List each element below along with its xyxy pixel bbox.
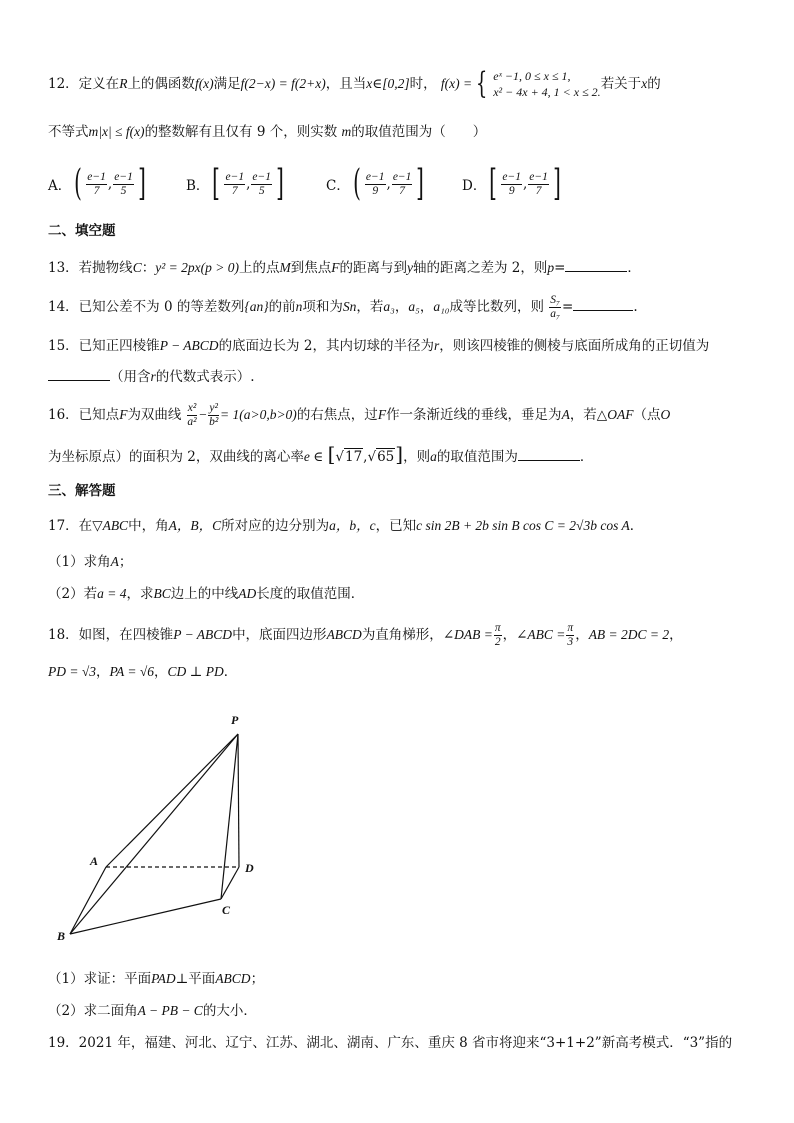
numerator: e−1 xyxy=(87,170,106,183)
q13-line xyxy=(48,257,641,278)
q12-x: x xyxy=(641,76,648,91)
q13-colon: ： xyxy=(141,260,156,276)
q13-F: F xyxy=(331,260,340,275)
q16-l2a: 为坐标原点）的面积为 2，双曲线的离心率 xyxy=(48,449,304,465)
q14-t2: 项和为 xyxy=(302,299,343,315)
q16-line2: 为坐标原点）的面积为 2，双曲线的离心率e ∈ [√17,√65]，则a的取值范围为 ． xyxy=(48,442,594,466)
numerator: π xyxy=(567,622,574,634)
q14-answer-blank[interactable] xyxy=(573,296,633,311)
q18-lead: 18．如图，在四棱锥 xyxy=(48,627,174,643)
label-A: A xyxy=(90,854,99,868)
denominator: 7 xyxy=(535,184,542,197)
q14-lead: 14．已知公差不为 0 的等差数列 xyxy=(48,299,245,315)
left-bracket: [ xyxy=(327,442,336,466)
q18-pi-half xyxy=(494,622,502,649)
q14-t3: ，若 xyxy=(356,299,384,315)
q12-l2b: 的整数解有且仅有 9 个，则实数 xyxy=(144,124,338,140)
q18-pd: PD = √3 xyxy=(48,664,97,679)
q17-p2c: 边上的中线 xyxy=(170,586,239,602)
q18-p1e: ； xyxy=(250,971,265,987)
q16-lead: 16．已知点 xyxy=(48,407,120,423)
q18-p2: （2）求二面角 xyxy=(48,1003,138,1019)
q18-PAD: PAD xyxy=(151,971,176,986)
denominator: 3 xyxy=(567,636,574,648)
q12-t3: ，且当 xyxy=(325,76,367,92)
q12-m: m xyxy=(341,124,352,139)
q18-pyramid-figure xyxy=(50,710,280,950)
q18-sep: ， xyxy=(154,664,168,680)
q13-p: p xyxy=(547,260,555,275)
q13-t1: 上的点 xyxy=(238,260,280,276)
q17-p2: （2）若 xyxy=(48,586,98,602)
q15-answer-blank[interactable] xyxy=(48,366,110,381)
q16-e-in: e ∈ xyxy=(303,449,324,464)
numerator: e−1 xyxy=(252,170,272,183)
q13-t5: = xyxy=(554,260,566,276)
numerator: y² xyxy=(209,402,218,414)
option-label: C． xyxy=(326,178,350,194)
denominator: a² xyxy=(187,416,197,428)
option-label: B． xyxy=(186,178,210,194)
q12-fx: f(x) xyxy=(194,76,214,91)
q12-domain: x∈[0,2] xyxy=(366,76,410,91)
q12-case2: x² − 4x + 4, 1 < x ≤ 2. xyxy=(493,85,601,99)
q18-cd-perp: CD ⊥ PD xyxy=(167,664,224,679)
label-D: D xyxy=(245,861,254,875)
q14-t4: 成等比数列，则 xyxy=(449,299,544,315)
denominator: b² xyxy=(209,416,219,428)
numerator: e−1 xyxy=(114,170,133,183)
q12-eq: f(2−x) = f(2+x) xyxy=(240,76,326,91)
q18-pyramid: P − ABCD xyxy=(173,627,233,642)
q17-BC: BC xyxy=(153,586,171,601)
q15-line2 xyxy=(48,366,255,387)
q12-piecewise xyxy=(441,68,601,100)
q18-p2e: 的大小． xyxy=(202,1003,257,1019)
q18-part2 xyxy=(48,1001,257,1021)
q12-t1: 上的偶函数 xyxy=(127,76,195,92)
q15-r: r xyxy=(433,338,440,353)
q18-ABCD2: ABCD xyxy=(215,971,251,986)
q17-triangle: ▽ABC xyxy=(92,518,129,533)
q17-p2b: ，求 xyxy=(126,586,154,602)
q12-t6: 的 xyxy=(647,76,661,92)
label-P: P xyxy=(231,713,239,727)
q17-p1: （1）求角 xyxy=(48,554,111,570)
q16-sqrt17: 17 xyxy=(344,449,363,465)
fraction xyxy=(528,171,549,198)
q18-perp: ⊥平面 xyxy=(175,971,216,987)
fraction xyxy=(224,171,245,198)
edge-PD xyxy=(238,734,239,867)
q16-t4: 作一条渐近线的垂线，垂足为 xyxy=(386,407,562,423)
numerator: e−1 xyxy=(502,170,521,183)
denominator: 5 xyxy=(258,184,265,197)
q13-t3: 的距离与到 xyxy=(339,260,407,276)
q12-t2: 满足 xyxy=(213,76,241,92)
numerator: e−1 xyxy=(365,170,385,183)
q18-ab: AB = 2DC = 2 xyxy=(588,627,670,642)
left-bracket: ( xyxy=(74,163,83,204)
numerator: e−1 xyxy=(392,170,412,183)
q18-line2 xyxy=(48,662,237,682)
q16-OAF: OAF xyxy=(607,407,634,422)
q12-l2c: 的取值范围为（ ） xyxy=(351,124,487,140)
q16-t6: （点 xyxy=(633,407,661,423)
q18-t2: 为直角梯形， xyxy=(361,627,443,643)
fraction xyxy=(392,171,413,198)
right-bracket: ] xyxy=(395,442,404,466)
denominator: 9 xyxy=(372,184,379,197)
q14-n: n xyxy=(295,299,303,314)
numerator: S₇ xyxy=(550,294,561,306)
q12-line1 xyxy=(48,68,661,100)
q16-l2b: ，则 xyxy=(403,449,431,465)
brace-icon: { xyxy=(475,66,488,101)
q13-M: M xyxy=(279,260,291,275)
q17-eq: c sin 2B + 2b sin B cos C = 2√3b cos A xyxy=(416,518,630,533)
denominator: 2 xyxy=(494,636,501,648)
denominator: 9 xyxy=(508,184,515,197)
q15-pyramid: P − ABCD xyxy=(159,338,219,353)
q17-end: ． xyxy=(629,518,644,534)
q19-line: 19．2021 年，福建、河北、辽宁、江苏、湖北、湖南、广东、重庆 8 省市将迎来“3+1+2”新高考模式．“3”指的 xyxy=(48,1035,733,1051)
q18-abc: ∠ABC = xyxy=(516,627,566,642)
q13-y: y xyxy=(406,260,413,275)
right-bracket: ] xyxy=(138,163,146,204)
q14-t1: 的前 xyxy=(268,299,296,315)
q16-end: ． xyxy=(579,449,594,465)
denominator: 7 xyxy=(231,184,238,197)
edge-BC xyxy=(70,899,221,934)
q17-AD: AD xyxy=(238,586,257,601)
q18-line1 xyxy=(48,622,683,649)
label-B: B xyxy=(57,929,66,943)
edge-PA xyxy=(106,734,238,867)
section-heading-fill-in: 二、填空题 xyxy=(48,223,116,239)
q16-F2: F xyxy=(377,407,387,422)
q14-an: {an} xyxy=(244,299,269,314)
right-bracket: ] xyxy=(276,163,284,204)
denominator: 7 xyxy=(399,184,405,197)
q17-t3: ，已知 xyxy=(375,518,417,534)
q16-O: O xyxy=(660,407,671,422)
q15-l2b: 的代数式表示）. xyxy=(155,369,255,385)
q16-A: A xyxy=(561,407,570,422)
q12-option-b[interactable]: B． [ $\frac{e-1}{7}$ , $\frac{e-1}{5}$ ] xyxy=(186,163,284,204)
fraction xyxy=(501,171,522,198)
q14-a5: a₅ xyxy=(408,299,420,314)
q12-line2 xyxy=(48,122,486,142)
denominator: 5 xyxy=(120,184,127,197)
label-C: C xyxy=(222,903,231,917)
q15-line1 xyxy=(48,336,709,356)
right-bracket: ] xyxy=(553,163,561,204)
q15-lead: 15．已知正四棱锥 xyxy=(48,338,160,354)
q12-R: R xyxy=(119,76,128,91)
numerator: π xyxy=(494,622,501,634)
q18-end: ． xyxy=(223,664,238,680)
fraction xyxy=(113,171,134,198)
denominator: 7 xyxy=(93,184,100,197)
q12-l2a: 不等式 xyxy=(48,124,89,140)
q12-t5: 若关于 xyxy=(600,76,642,92)
q16-answer-blank[interactable] xyxy=(518,446,580,461)
q17-part2 xyxy=(48,584,364,604)
q14-t5: = xyxy=(562,299,574,315)
q12-case1: eˣ −1, 0 ≤ x ≤ 1, xyxy=(493,69,571,83)
numerator: e−1 xyxy=(529,170,548,183)
numerator: x² xyxy=(187,402,197,414)
q17-angles: A，B，C xyxy=(168,518,222,533)
q17-t2: 所对应的边分别为 xyxy=(221,518,330,534)
left-bracket: [ xyxy=(489,163,498,204)
option-label: A． xyxy=(48,178,72,194)
q18-ABCD: ABCD xyxy=(326,627,362,642)
q18-part1 xyxy=(48,969,264,989)
q14-a3: a₃ xyxy=(383,299,395,314)
q16-sqrt65: 65 xyxy=(377,449,395,465)
edge-AB xyxy=(70,867,106,934)
fraction xyxy=(86,171,107,198)
q15-l2a: （用含 xyxy=(110,369,151,385)
q12-fx-eq: f(x) = xyxy=(440,76,473,91)
q12-cases xyxy=(493,68,600,100)
q17-part1 xyxy=(48,552,132,572)
q12-option-d[interactable]: D． [ $\frac{e-1}{9}$ , $\frac{e-1}{7}$ ] xyxy=(462,163,561,204)
fraction xyxy=(365,171,386,198)
q16-l2c: 的取值范围为 xyxy=(436,449,518,465)
q13-t2: 到焦点 xyxy=(290,260,332,276)
q18-sep: ， xyxy=(575,627,589,643)
q17-p2a: a = 4 xyxy=(97,586,127,601)
q17-lead: 17．在 xyxy=(48,518,93,534)
q14-end: . xyxy=(633,299,638,315)
q18-t1: 中，底面四边形 xyxy=(232,627,327,643)
q17-sides: a，b，c xyxy=(329,518,376,533)
q15-t1: 的底面边长为 2，其内切球的半径为 xyxy=(218,338,434,354)
q12-lead: 12．定义在 xyxy=(48,76,120,92)
right-bracket: ] xyxy=(416,163,425,204)
q16-frac-x xyxy=(187,402,198,429)
q13-t4: 轴的距离之差为 2，则 xyxy=(412,260,548,276)
denominator: a₇ xyxy=(550,308,561,320)
q13-answer-blank[interactable] xyxy=(565,257,627,272)
q18-sep: ， xyxy=(96,664,110,680)
q14-line: 14．已知公差不为 0 的等差数列{an}的前n项和为Sn，若a₃，a₅，a₁₀成等比数列，则 $\frac{\text{S₇}}{\text{a₇}}$ = . xyxy=(48,294,638,320)
q16-minus: − xyxy=(198,407,208,422)
q16-t2: = 1(a>0,b>0) xyxy=(219,407,297,422)
q13-C: C xyxy=(132,260,142,275)
q16-F: F xyxy=(119,407,128,422)
left-bracket: ( xyxy=(353,163,361,204)
q14-Sn: Sn xyxy=(342,299,357,314)
q14-a10: a₁₀ xyxy=(433,299,450,314)
q17-line xyxy=(48,516,643,536)
q13-eq: y² = 2px(p > 0) xyxy=(155,260,239,275)
q16-t3: 的右焦点，过 xyxy=(296,407,378,423)
q18-sep: ， xyxy=(502,627,517,643)
edge-PB xyxy=(70,734,238,934)
q13-end: ． xyxy=(627,260,641,276)
q15-t2: ，则该四棱锥的侧棱与底面所成角的正切值为 xyxy=(439,338,710,354)
q17-p2d: 长度的取值范围． xyxy=(256,586,365,602)
q17-p1A: A xyxy=(110,554,119,569)
option-label: D． xyxy=(462,178,487,194)
q17-t1: 中，角 xyxy=(128,518,169,534)
q16-t1: 为双曲线 xyxy=(127,407,182,423)
q18-dab: ∠DAB = xyxy=(442,627,493,642)
section-heading-solutions: 三、解答题 xyxy=(48,483,116,499)
q13-lead: 13．若抛物线 xyxy=(48,260,133,276)
q12-option-c[interactable]: C． ( $\frac{e-1}{9}$ , $\frac{e-1}{7}$ ] xyxy=(326,163,425,204)
q12-option-a[interactable]: A． ( $\frac{e-1}{7}$ , $\frac{e-1}{5}$ ] xyxy=(48,163,146,204)
q17-p1e: ； xyxy=(118,554,133,570)
q18-pi-third xyxy=(566,622,574,649)
q14-fraction xyxy=(549,294,561,321)
q18-p1: （1）求证：平面 xyxy=(48,971,152,987)
q15-r2: r xyxy=(150,369,156,384)
q16-a: a xyxy=(430,449,437,464)
q16-t5: ，若△ xyxy=(569,407,608,423)
left-bracket: [ xyxy=(212,163,221,204)
q16-line1 xyxy=(48,402,670,429)
q12-t4: 时， xyxy=(409,76,437,92)
fraction xyxy=(251,171,272,198)
numerator: e−1 xyxy=(225,170,245,183)
q18-pa: PA = √6 xyxy=(109,664,155,679)
q12-ineq: m|x| ≤ f(x) xyxy=(88,124,145,139)
q16-frac-y xyxy=(208,402,219,429)
q18-dihedral: A − PB − C xyxy=(137,1003,203,1018)
q18-sep: ， xyxy=(669,627,683,643)
